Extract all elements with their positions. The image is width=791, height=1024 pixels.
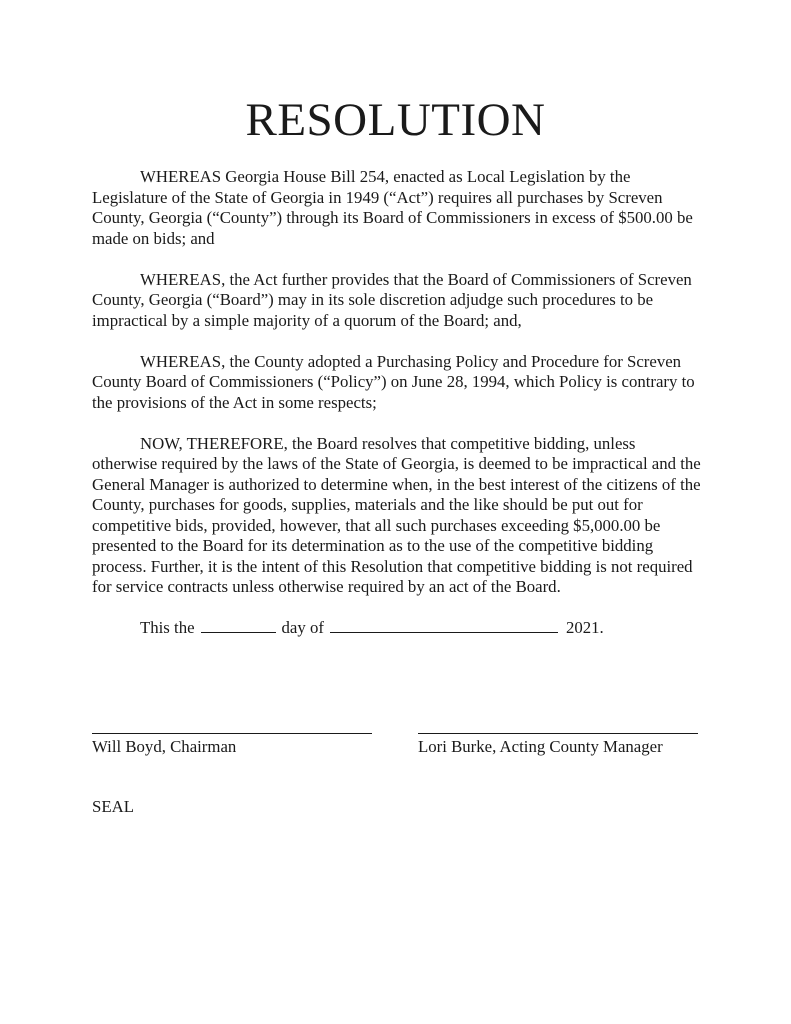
whereas-paragraph-3: WHEREAS, the County adopted a Purchasing Policy and Procedure for Screven County Board of Commissioners (“Policy”) on June 28, 1994, which Policy is contrary to the provisions of the Act in some respects;: [92, 351, 695, 412]
chairman-signature-line: [92, 733, 372, 734]
manager-name: Lori Burke, Acting County Manager: [418, 737, 663, 756]
month-blank: [330, 618, 558, 633]
day-blank: [201, 618, 276, 633]
resolution-body: [92, 167, 702, 659]
manager-signature-line: [418, 733, 698, 734]
resolution-paragraph: NOW, THEREFORE, the Board resolves that competitive bidding, unless otherwise required by the laws of the State of Georgia, is deemed to be impractical and the General Manager is authorized to determine when, in the best interest of the citizens of the County, purchases for goods, supplies, materials and the like should be put out for competitive bids, provided, however, that all such purchases exceeding $5,000.00 be presented to the Board for its determination as to the use of the competitive bidding process. Further, it is the intent of this Resolution that competitive bidding is not required for service contracts unless otherwise required by an act of the Board.: [92, 433, 701, 596]
date-line-year: 2021.: [565, 618, 604, 637]
date-line-middle: day of: [281, 618, 324, 637]
whereas-paragraph-2: WHEREAS, the Act further provides that the Board of Commissioners of Screven County, Georgia (“Board”) may in its sole discretion adjudge such procedures to be impractical by a simple majority of a quorum of the Board; and,: [92, 269, 692, 330]
date-line: [92, 618, 702, 639]
whereas-paragraph-1: WHEREAS Georgia House Bill 254, enacted as Local Legislation by the Legislature of the State of Georgia in 1949 (“Act”) requires all purchases by Screven County, Georgia (“County”) through its Board of Commissioners in excess of $500.00 be made on bids; and: [92, 167, 693, 248]
seal-label: SEAL: [92, 797, 134, 816]
date-line-prefix: This the: [140, 618, 195, 637]
chairman-name: Will Boyd, Chairman: [92, 737, 237, 756]
document-title: RESOLUTION: [245, 94, 546, 146]
